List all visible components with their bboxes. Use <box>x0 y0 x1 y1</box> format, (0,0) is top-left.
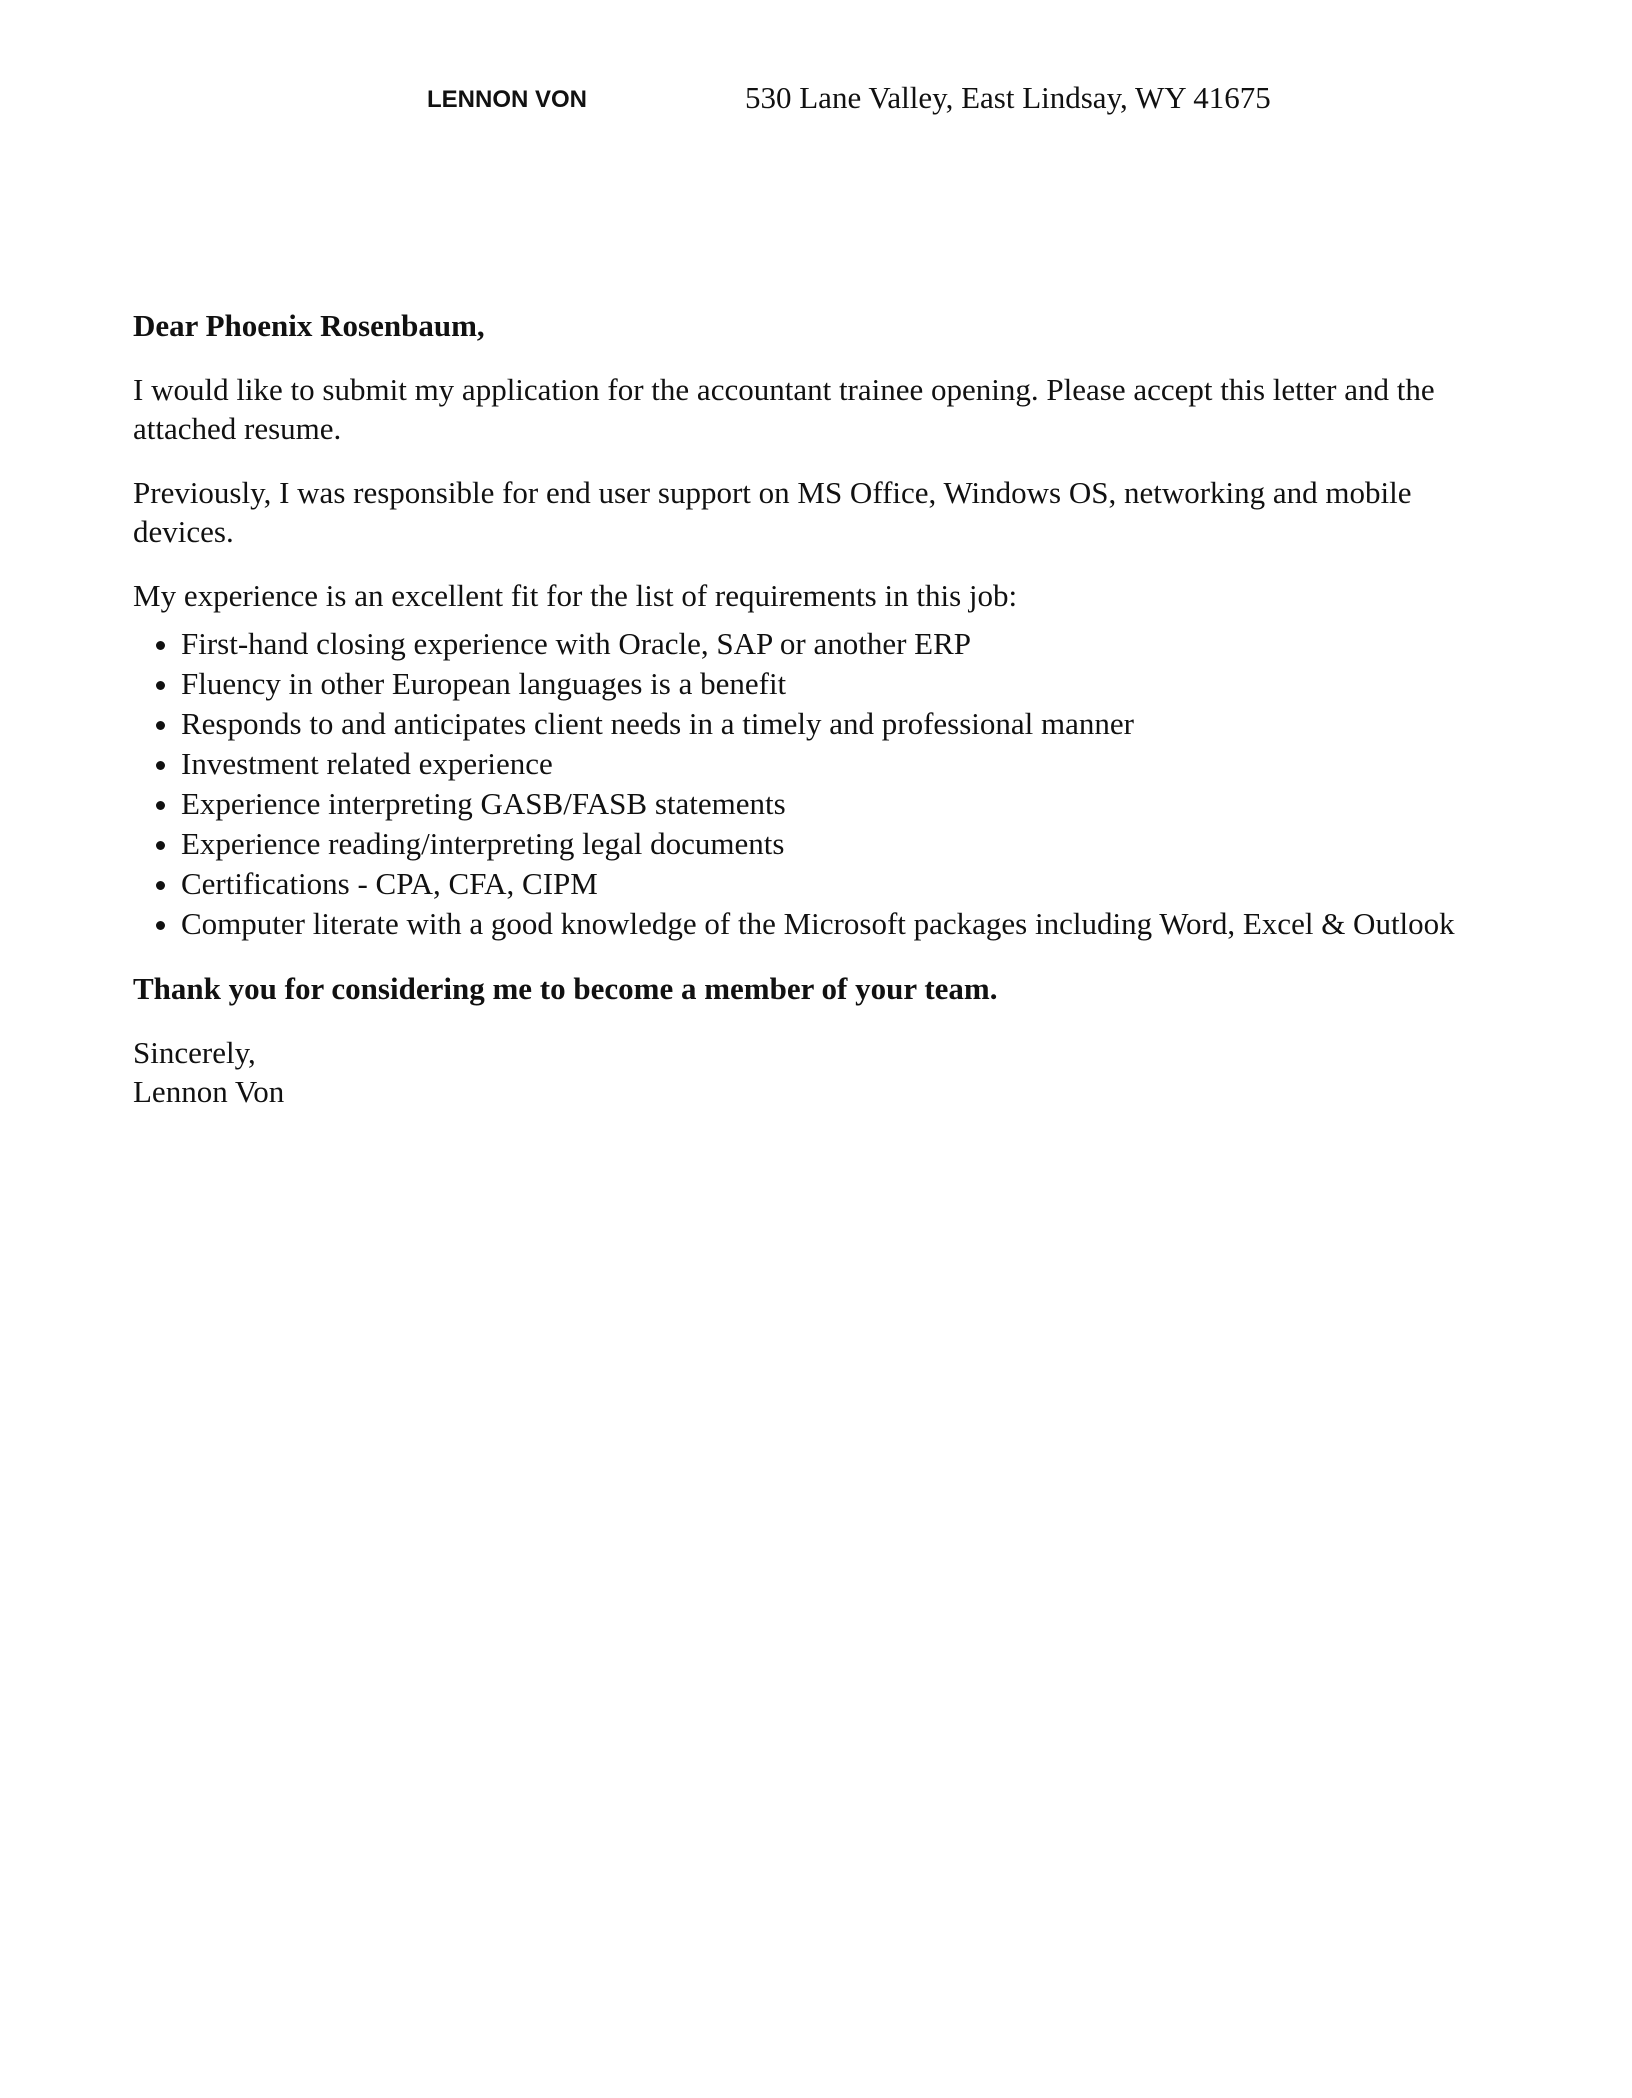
intro-paragraph: I would like to submit my application for the accountant trainee opening. Please accept this letter and the attached resume. <box>133 372 1435 446</box>
list-item: • First-hand closing experience with Oracle, SAP or another ERP <box>181 624 1478 664</box>
experience-paragraph: Previously, I was responsible for end user support on MS Office, Windows OS, networking and mobile devices. <box>133 475 1412 549</box>
list-item: • Experience interpreting GASB/FASB statements <box>181 784 1478 824</box>
list-item: • Certifications - CPA, CFA, CIPM <box>181 864 1478 904</box>
list-item: • Investment related experience <box>181 744 1478 784</box>
signature: Lennon Von <box>133 1074 285 1109</box>
salutation: Dear Phoenix Rosenbaum, <box>133 308 485 343</box>
signoff: Sincerely, <box>133 1035 256 1070</box>
sender-address: 530 Lane Valley, East Lindsay, WY 41675 <box>745 80 1271 115</box>
requirements-list <box>133 624 1478 944</box>
letter-body <box>133 306 1478 1111</box>
closing-statement: Thank you for considering me to become a member of your team. <box>133 971 998 1006</box>
list-item: • Experience reading/interpreting legal documents <box>181 824 1478 864</box>
list-item: • Computer literate with a good knowledge of the Microsoft packages including Word, Excel & Outlook <box>181 904 1478 944</box>
list-item: • Fluency in other European languages is a benefit <box>181 664 1478 704</box>
fit-paragraph: My experience is an excellent fit for the list of requirements in this job: <box>133 578 1018 613</box>
list-item: • Responds to and anticipates client needs in a timely and professional manner <box>181 704 1478 744</box>
sender-name: LENNON VON <box>427 86 588 113</box>
